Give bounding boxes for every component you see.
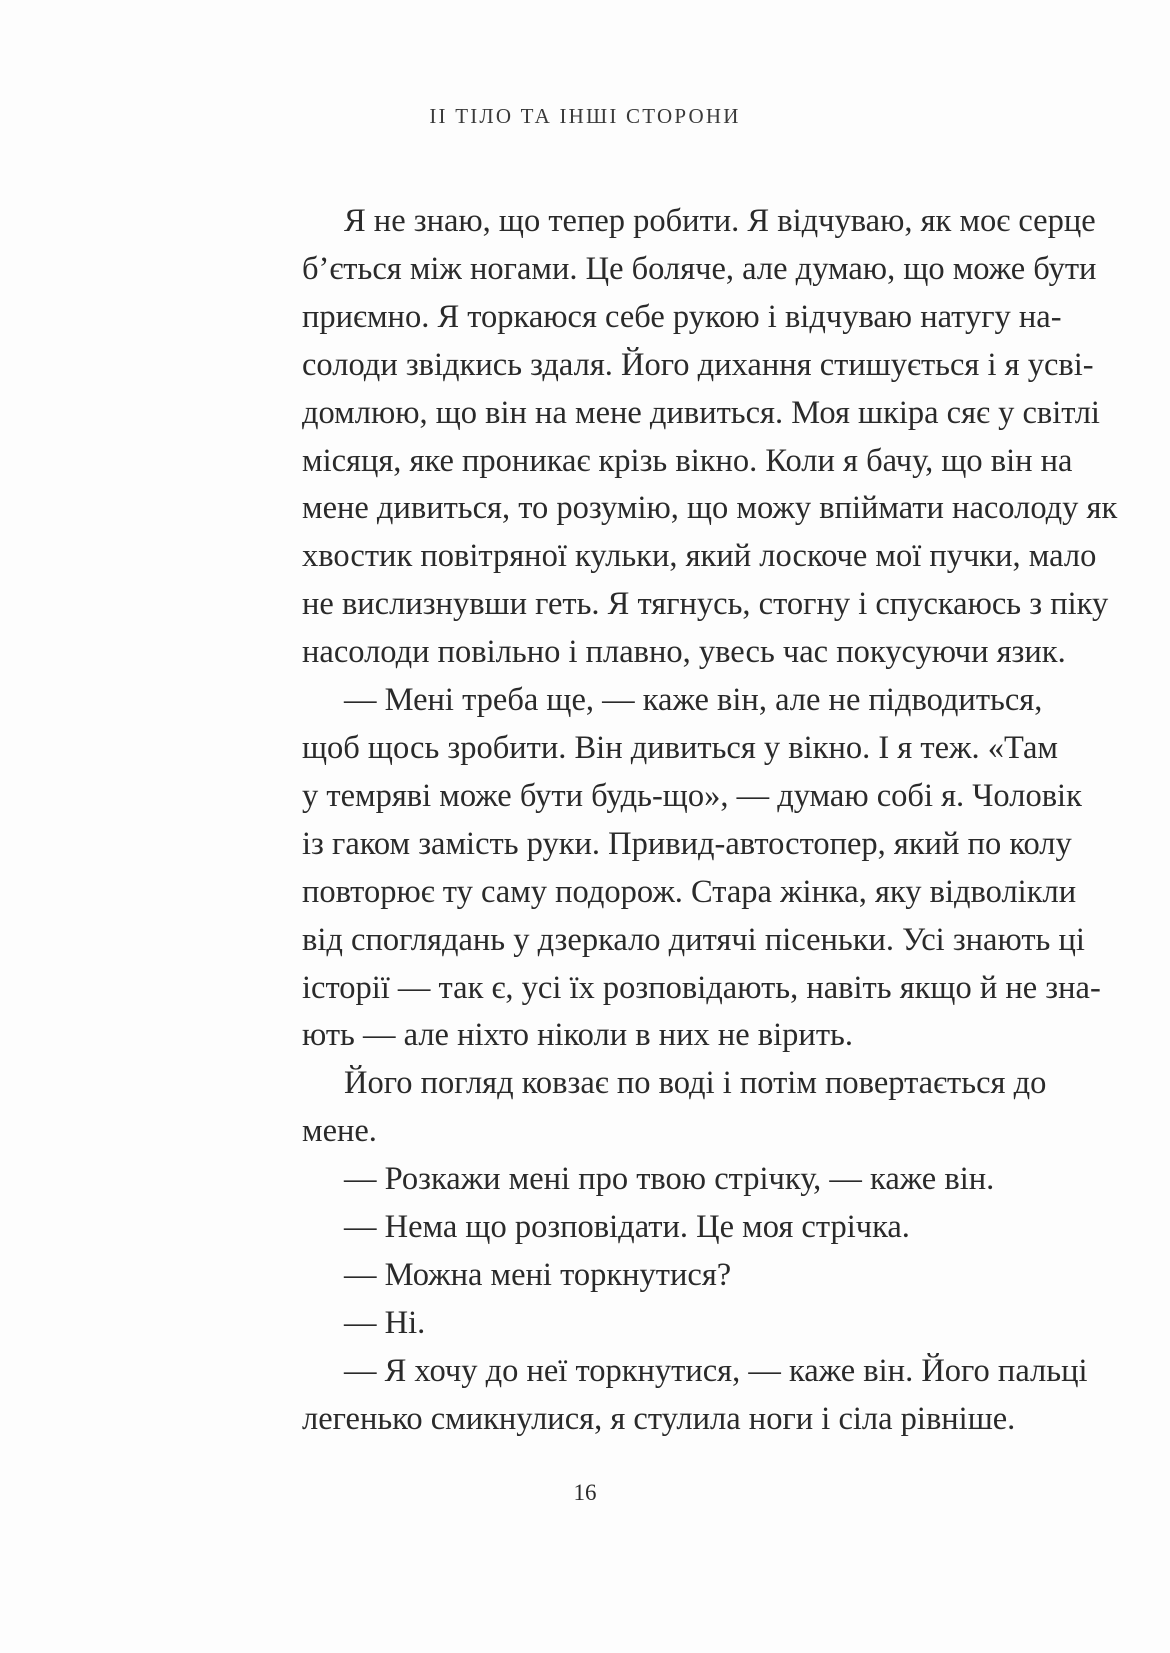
paragraph: [302, 1252, 1024, 1300]
text-line: хвостик повітряної кульки, який лоскоче мої пучки, мало: [302, 538, 1097, 575]
text-line: щоб щось зробити. Він дивиться у вікно. І я теж. «Там: [302, 729, 1058, 766]
paragraph: [302, 198, 1118, 677]
text-line: — Я хочу до неї торкнутися, — каже він. Його пальці: [344, 1352, 1088, 1389]
text-line: — Можна мені торкнутися?: [344, 1256, 732, 1293]
paragraph: [302, 1156, 1024, 1204]
text-line: із гаком замість руки. Привид-автостопер, який по колу: [302, 825, 1072, 862]
text-line: Я не знаю, що тепер робити. Я відчуваю, як моє серце: [344, 203, 1096, 239]
text-line: легенько смикнулися, я стулила ноги і сіла рівніше.: [302, 1400, 1016, 1437]
paragraph: [302, 1204, 1024, 1252]
page-number: 16: [573, 1480, 597, 1505]
text-line: — Ні.: [344, 1304, 426, 1341]
body-text: [302, 198, 1118, 1444]
text-line: історії — так є, усі їх розповідають, навіть якщо й не зна-: [302, 969, 1101, 1006]
text-line: Його погляд ковзає по воді і потім повертається до: [344, 1065, 1047, 1102]
text-line: б’ється між ногами. Це боляче, але думаю, що може бути: [302, 250, 1097, 287]
text-line: — Нема що розповідати. Це моя стрічка.: [344, 1209, 910, 1246]
text-line: насолоди повільно і плавно, увесь час покусуючи язик.: [302, 634, 1066, 671]
text-line: не вислизнувши геть. Я тягнусь, стогну і спускаюсь з піку: [302, 586, 1109, 623]
paragraph: [302, 1060, 1047, 1156]
text-line: солоди звідкись здаля. Його дихання стишується і я усві-: [302, 346, 1094, 383]
text-line: від споглядань у дзеркало дитячі пісеньки. Усі знають ці: [302, 921, 1085, 958]
text-line: у темряві може бути будь-що», — думаю собі я. Чоловік: [302, 777, 1082, 814]
paragraph: [302, 1300, 1024, 1348]
text-line: — Мені треба ще, — каже він, але не підводиться,: [344, 682, 1043, 719]
running-head: IІ ТІЛО ТА ІНШІ СТОРОНИ: [429, 104, 741, 128]
text-line: мене.: [302, 1113, 377, 1150]
text-line: приємно. Я торкаюся себе рукою і відчуваю натугу на-: [302, 298, 1062, 335]
text-line: мене дивиться, то розумію, що можу впіймати насолоду як: [302, 490, 1118, 527]
text-line: місяця, яке проникає крізь вікно. Коли я бачу, що він на: [302, 442, 1073, 479]
text-line: ють — але ніхто ніколи в них не вірить.: [302, 1017, 853, 1054]
text-line: домлюю, що він на мене дивиться. Моя шкіра сяє у світлі: [302, 394, 1100, 431]
paragraph: [302, 677, 1101, 1060]
text-line: — Розкажи мені про твою стрічку, — каже він.: [344, 1161, 995, 1198]
paragraph: [302, 1348, 1088, 1444]
text-line: повторює ту саму подорож. Стара жінка, яку відволікли: [302, 873, 1077, 910]
